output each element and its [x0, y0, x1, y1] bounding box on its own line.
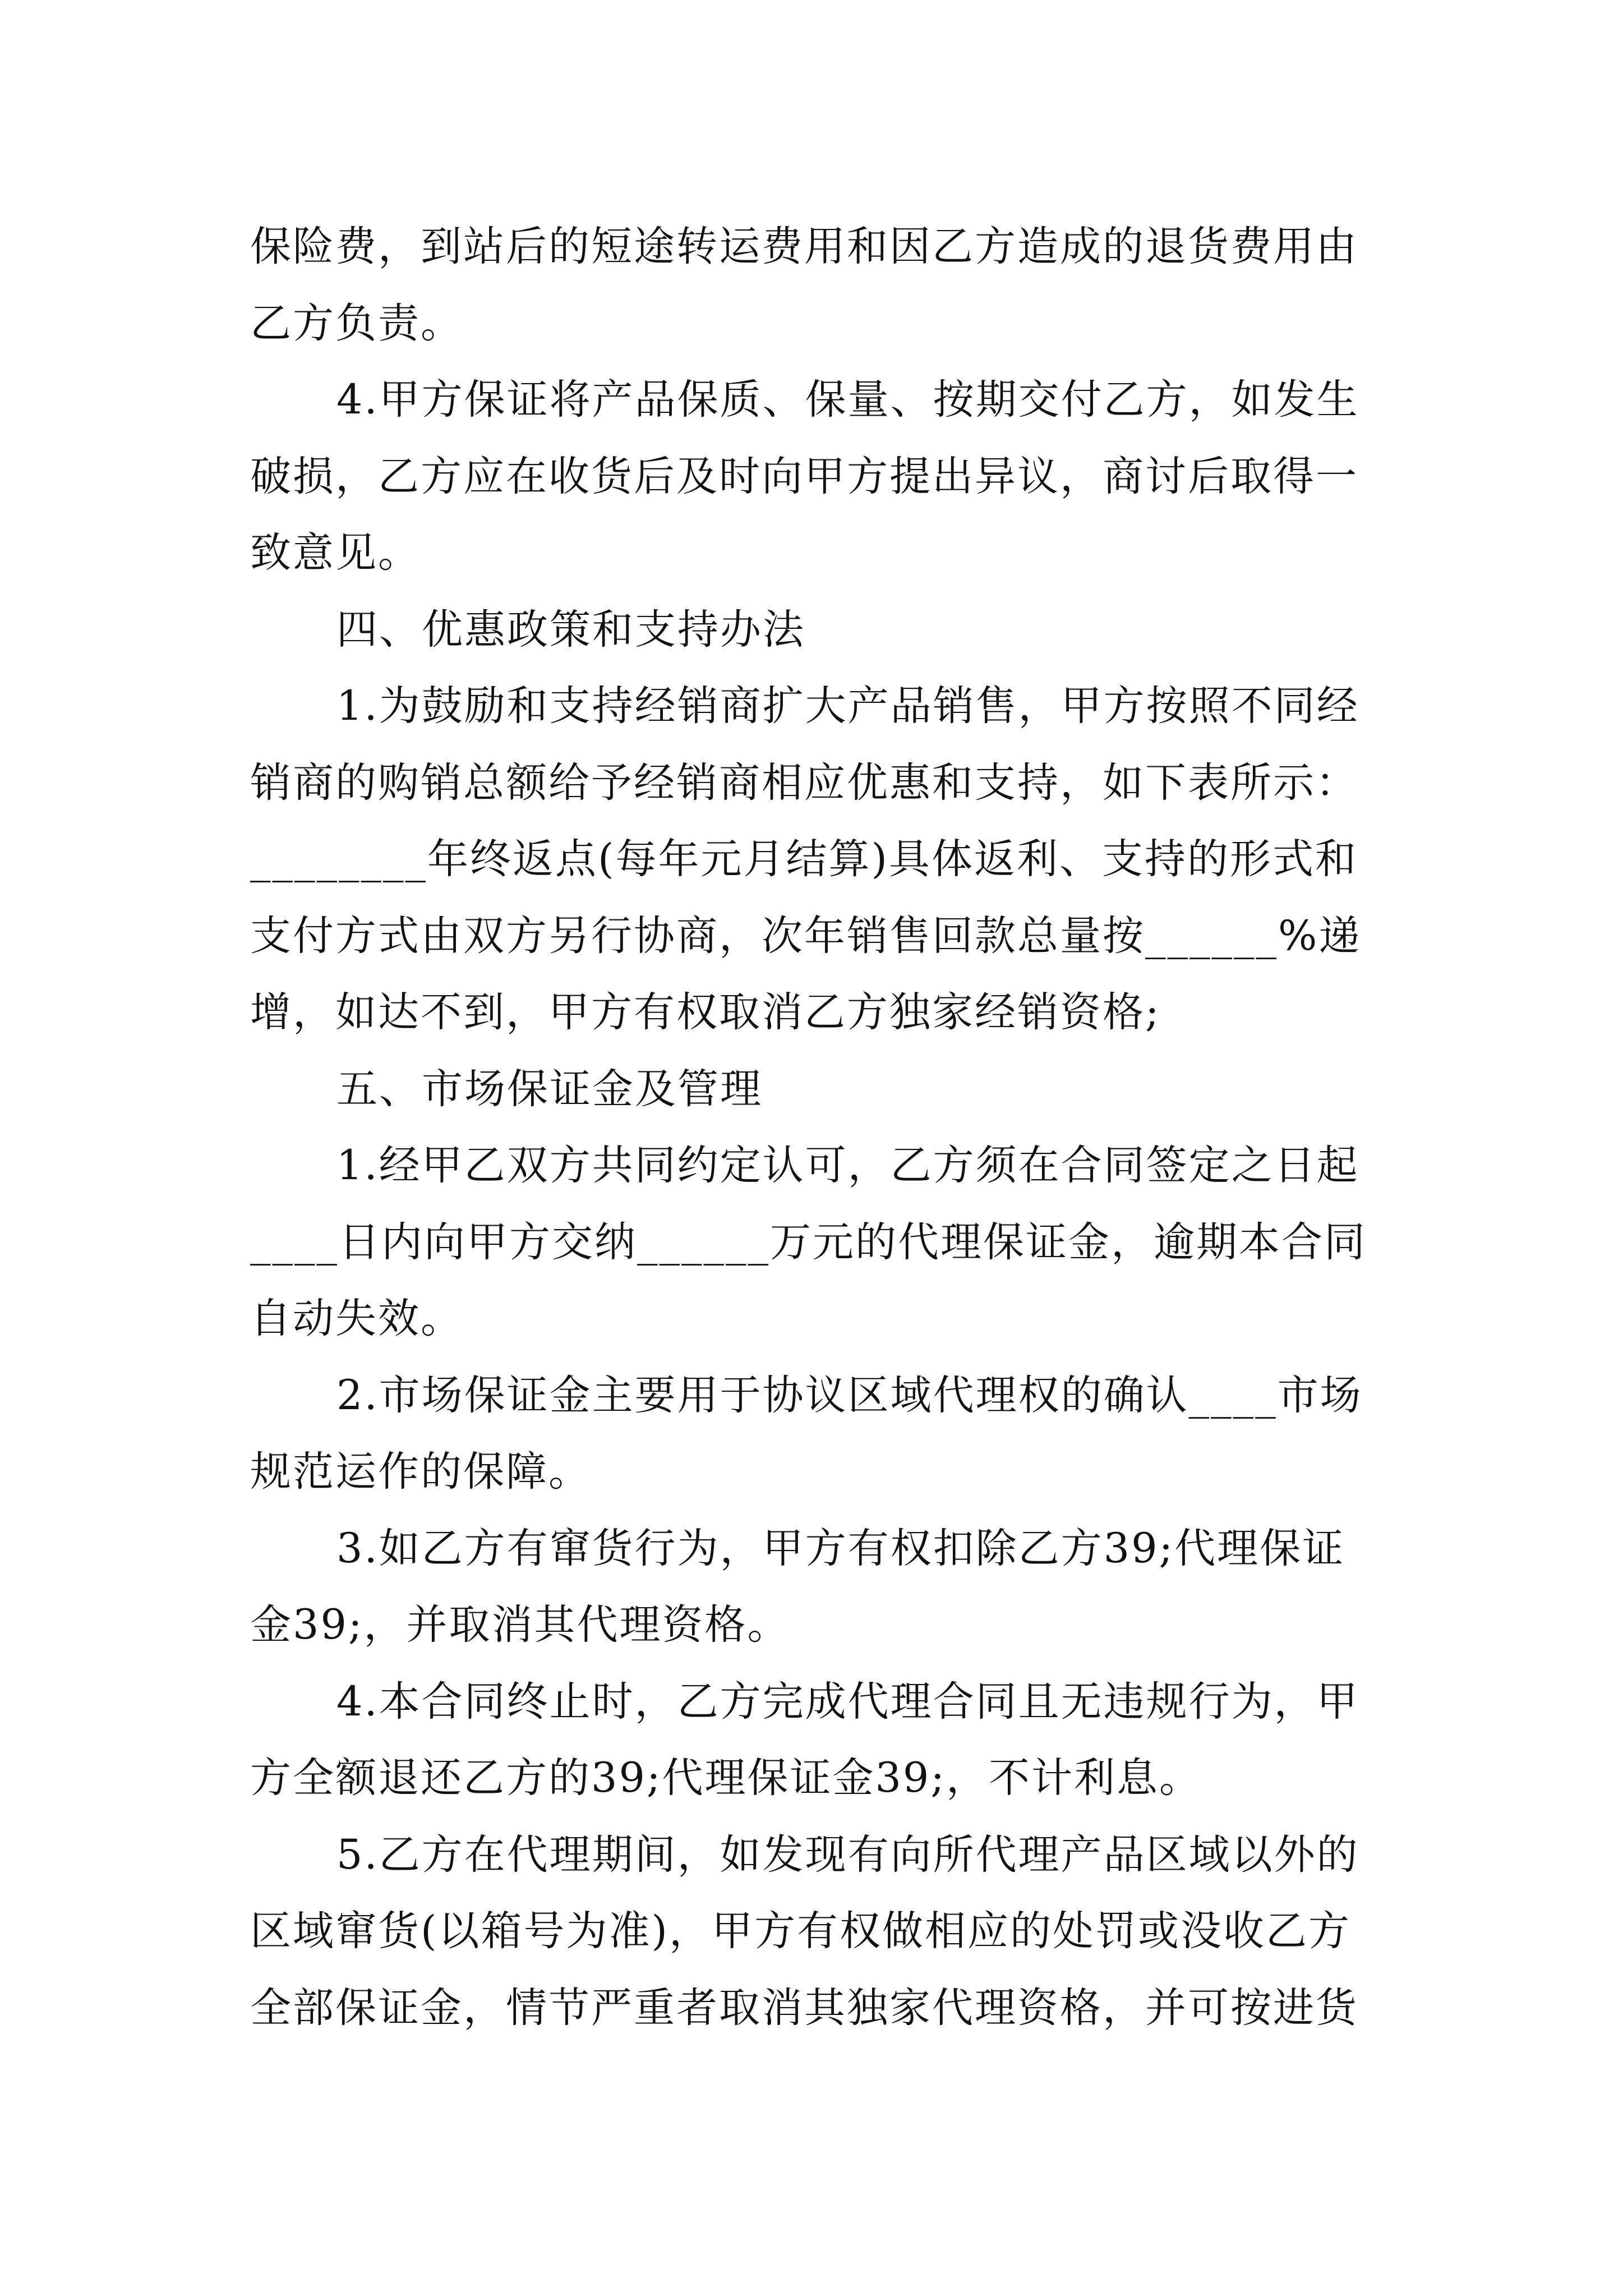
- paragraph-deposit-payment: 1.经甲乙双方共同约定认可，乙方须在合同签定之日起____日内向甲方交纳______万元的代理保证金，逾期本合同自动失效。: [250, 1142, 1367, 1342]
- paragraph-delivery-guarantee: 4.甲方保证将产品保质、保量、按期交付乙方，如发生破损，乙方应在收货后及时向甲方提出异议，商讨后取得一致意见。: [250, 376, 1359, 577]
- paragraph-deposit-refund: 4.本合同终止时，乙方完成代理合同且无违规行为，甲方全额退还乙方的39;代理保证金39;，不计利息。: [250, 1677, 1359, 1802]
- section-heading-preferential-policy: 四、优惠政策和支持办法: [336, 605, 805, 654]
- paragraph-cross-selling-penalty: 3.如乙方有窜货行为，甲方有权扣除乙方39;代理保证金39;，并取消其代理资格。: [250, 1524, 1345, 1649]
- paragraph-freight-fees: 保险费，到站后的短途转运费用和因乙方造成的退货费用由乙方负责。: [250, 223, 1358, 347]
- section-heading-market-deposit: 五、市场保证金及管理: [336, 1065, 763, 1113]
- paragraph-region-violation: 5.乙方在代理期间，如发现有向所代理产品区域以外的区域窜货(以箱号为准)，甲方有权做相应的处罚或没收乙方全部保证金，情节严重者取消其独家代理资格，并可按进货: [250, 1830, 1359, 2032]
- paragraph-deposit-purpose: 2.市场保证金主要用于协议区域代理权的确认____市场规范运作的保障。: [250, 1371, 1363, 1496]
- document-body: [250, 209, 1377, 2046]
- paragraph-rebate-support: 1.为鼓励和支持经销商扩大产品销售，甲方按照不同经销商的购销总额给予经销商相应优惠和支持，如下表所示：________年终返点(每年元月结算)具体返利、支持的形式和支付方式由双方另行协商，次年销售回款总量按______%递增，如达不到，甲方有权取消乙方独家经销资格;: [250, 682, 1362, 1036]
